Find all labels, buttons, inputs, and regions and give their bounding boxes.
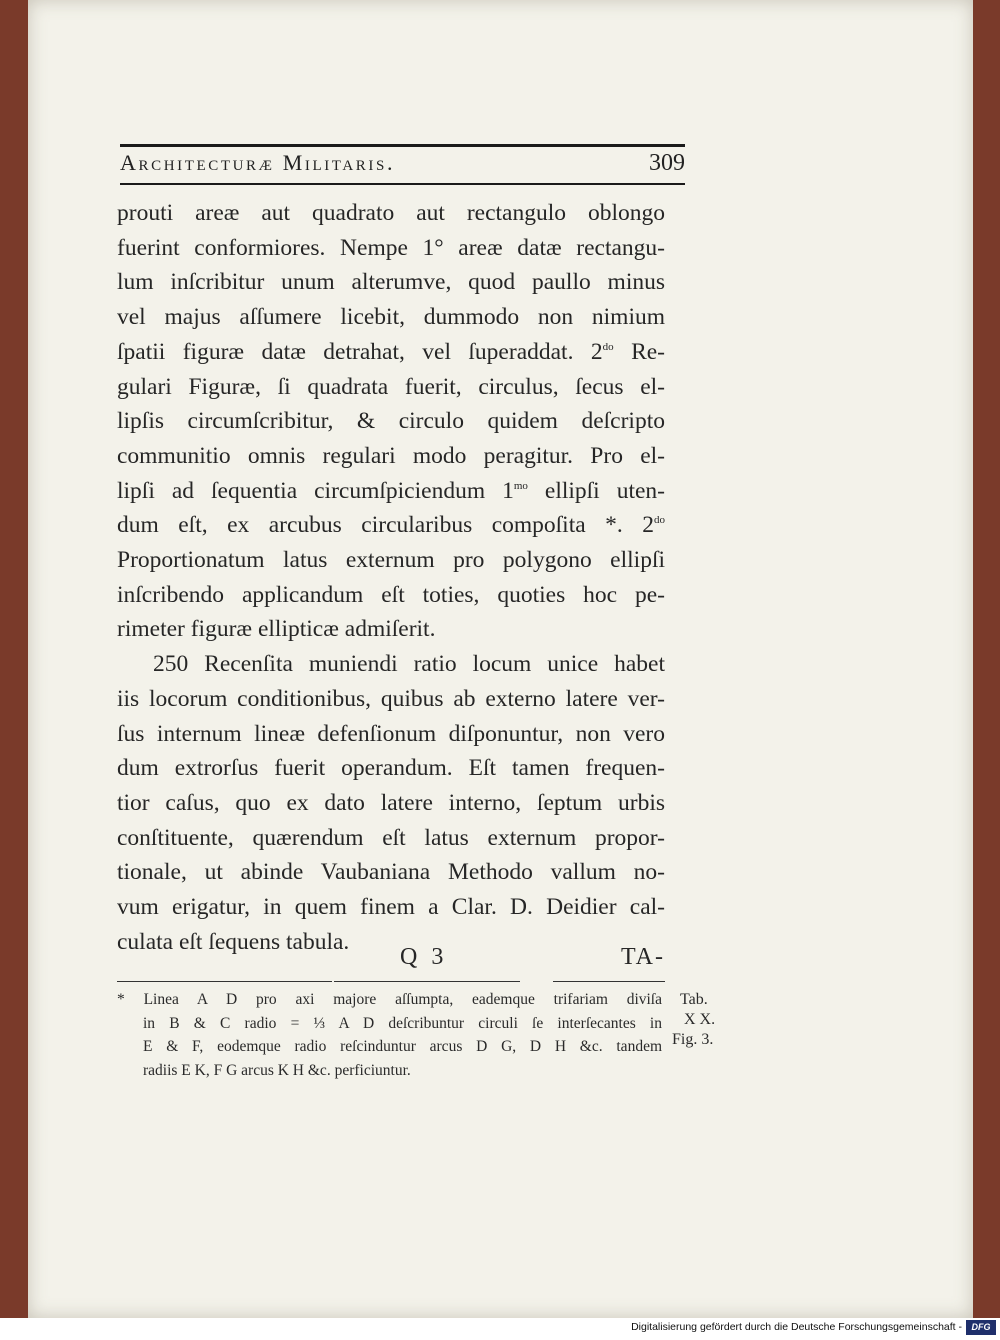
page-header — [120, 150, 685, 180]
paragraph-250 — [117, 647, 665, 959]
footnote-rule — [117, 981, 332, 982]
text-line: tior caſus, quo ex dato latere interno, ſeptum urbis — [117, 789, 665, 816]
footnote-line: in B & C radio = ⅓ A D deſcribuntur circuli ſe interſecantes in — [143, 1014, 662, 1032]
footnote-line: E & F, eodemque radio reſcinduntur arcus D G, D H &c. tandem — [143, 1038, 662, 1055]
footnote-rule — [553, 981, 665, 982]
funding-credit: Digitalisierung gefördert durch die Deutsche Forschungsgemeinschaft - — [631, 1321, 962, 1333]
text-segment: ſpatii figuræ datæ detrahat, vel ſuperaddat. 2 — [117, 338, 603, 365]
text-segment: ellipſi uten- — [527, 477, 665, 504]
text-line: rimeter figuræ ellipticæ admiſerit. — [117, 616, 436, 643]
text-segment: Re- — [613, 338, 665, 365]
dfg-logo-icon: DFG — [966, 1320, 996, 1335]
footnote — [117, 988, 662, 1082]
header-rule-top — [120, 144, 685, 147]
text-line-with-ordinal — [117, 335, 665, 370]
margin-note-line: X X. — [684, 1011, 716, 1028]
header-rule-bottom — [120, 183, 685, 185]
text-line: tionale, ut abinde Vaubaniana Methodo vallum no- — [117, 859, 665, 886]
margin-figure-reference — [672, 990, 742, 1050]
margin-note-line: Tab. — [680, 991, 708, 1008]
text-segment: lipſi ad ſequentia circumſpiciendum 1 — [117, 477, 514, 504]
margin-note-line: Fig. 3. — [672, 1031, 714, 1048]
catchline — [117, 944, 665, 978]
text-line: iis locorum conditionibus, quibus ab externo latere ver- — [117, 685, 665, 712]
text-line: inſcribendo applicandum eſt toties, quoties hoc pe- — [117, 581, 665, 608]
footnote-rule — [334, 981, 520, 982]
footnote-line: * Linea A D pro axi majore aſſumpta, eademque trifariam diviſa — [117, 991, 662, 1008]
running-head: Architecturæ Militaris. — [120, 150, 396, 175]
ordinal-superscript: mo — [513, 479, 528, 492]
text-line: vum erigatur, in quem finem a Clar. D. Deidier cal- — [117, 894, 665, 921]
text-line: ſus internum lineæ defenſionum diſponuntur, non vero — [117, 720, 665, 747]
text-line: dum extrorſus fuerit operandum. Eſt tamen frequen- — [117, 755, 665, 782]
text-line-with-ordinal — [117, 508, 665, 543]
text-line: Proportionatum latus externum pro polygono ellipſi — [117, 547, 665, 574]
paragraph-continuation — [117, 196, 665, 647]
text-line: 250 Recenſita muniendi ratio locum unice habet — [153, 651, 665, 678]
catchword: TA- — [620, 944, 665, 970]
text-line: conſtituente, quærendum eſt latus externum propor- — [117, 824, 665, 851]
text-segment: dum eſt, ex arcubus circularibus compoſita *. 2 — [117, 512, 654, 539]
text-line: lum inſcribitur unum alterumve, quod paullo minus — [117, 269, 665, 296]
footnote-line: radiis E K, F G arcus K H &c. perficiuntur. — [143, 1061, 411, 1079]
text-line: fuerint conformiores. Nempe 1° areæ datæ rectangu- — [117, 234, 665, 261]
body-text — [117, 196, 665, 959]
digitization-footer — [0, 1318, 1000, 1340]
ordinal-superscript: do — [654, 514, 665, 527]
text-line: culata eſt ſequens tabula. — [117, 928, 350, 955]
text-line: communitio omnis regulari modo peragitur. Pro el- — [117, 442, 665, 469]
text-line-with-ordinal — [117, 474, 665, 509]
text-line: vel majus aſſumere licebit, dummodo non nimium — [117, 304, 665, 331]
text-line: prouti areæ aut quadrato aut rectangulo oblongo — [117, 200, 665, 226]
ordinal-superscript: do — [602, 340, 614, 353]
text-line: lipſis circumſcribitur, & circulo quidem deſcripto — [117, 408, 665, 435]
signature-mark: Q 3 — [400, 944, 448, 970]
page-number: 309 — [649, 150, 685, 176]
text-line: gulari Figuræ, ſi quadrata fuerit, circulus, ſecus el- — [117, 373, 665, 400]
